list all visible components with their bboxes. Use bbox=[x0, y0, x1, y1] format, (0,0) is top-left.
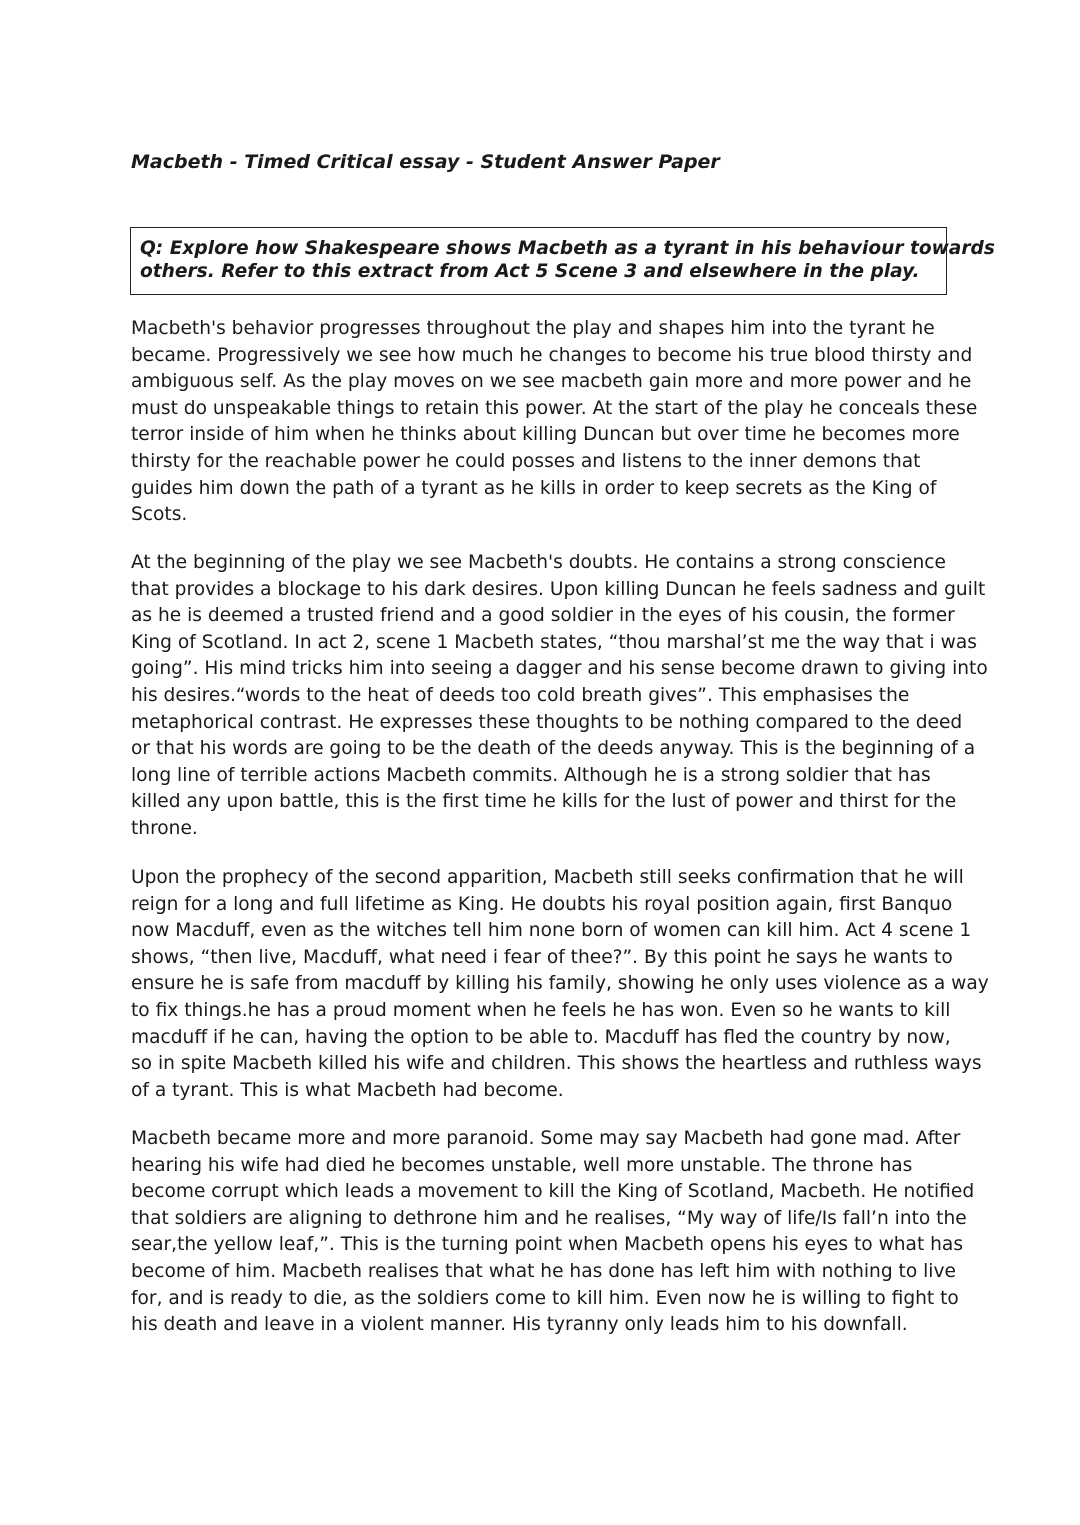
paragraph-line: that provides a blockage to his dark desires. Upon killing Duncan he feels sadness and guilt bbox=[131, 578, 986, 600]
paragraph-line: must do unspeakable things to retain this power. At the start of the play he conceals these bbox=[131, 397, 978, 419]
paragraph-line: became. Progressively we see how much he changes to become his true blood thirsty and bbox=[131, 344, 973, 366]
paragraph-line: macduff if he can, having the option to be able to. Macduff has fled the country by now, bbox=[131, 1026, 951, 1048]
paragraph-line: King of Scotland. In act 2, scene 1 Macbeth states, “thou marshal’st me the way that i was bbox=[131, 631, 977, 653]
paragraph-line: of a tyrant. This is what Macbeth had become. bbox=[131, 1079, 564, 1101]
paragraph-line: sear,the yellow leaf,”. This is the turning point when Macbeth opens his eyes to what has bbox=[131, 1234, 964, 1256]
paragraph-line: throne. bbox=[131, 817, 198, 839]
paragraph-line: Scots. bbox=[131, 504, 188, 526]
paragraph-line: that soldiers are aligning to dethrone him and he realises, “My way of life/Is fall’n into the bbox=[131, 1207, 967, 1229]
paragraph-line: ambiguous self. As the play moves on we see macbeth gain more and more power and he bbox=[131, 371, 972, 393]
question-line: Q: Explore how Shakespeare shows Macbeth as a tyrant in his behaviour towards bbox=[140, 238, 995, 259]
paragraph-line: his desires.“words to the heat of deeds too cold breath gives”. This emphasises the bbox=[131, 684, 910, 706]
essay-paragraph-3 bbox=[131, 865, 989, 1104]
paragraph-line: killed any upon battle, this is the first time he kills for the lust of power and thirst for the bbox=[131, 791, 957, 813]
paragraph-line: metaphorical contrast. He expresses these thoughts to be nothing compared to the deed bbox=[131, 711, 963, 733]
paragraph-line: Upon the prophecy of the second apparition, Macbeth still seeks confirmation that he will bbox=[131, 867, 964, 888]
paragraph-line: become of him. Macbeth realises that what he has done has left him with nothing to live bbox=[131, 1260, 956, 1282]
paragraph-line: ensure he is safe from macduff by killing his family, showing he only uses violence as a way bbox=[131, 973, 989, 995]
paragraph-line: become corrupt which leads a movement to kill the King of Scotland, Macbeth. He notified bbox=[131, 1181, 975, 1203]
paragraph-line: to fix things.he has a proud moment when he feels he has won. Even so he wants to kill bbox=[131, 999, 951, 1021]
paragraph-line: guides him down the path of a tyrant as he kills in order to keep secrets as the King of bbox=[131, 477, 937, 499]
paragraph-line: his death and leave in a violent manner. His tyranny only leads him to his downfall. bbox=[131, 1314, 908, 1336]
paragraph-line: Macbeth's behavior progresses throughout the play and shapes him into the tyrant he bbox=[131, 318, 935, 339]
paragraph-line: thirsty for the reachable power he could posses and listens to the inner demons that bbox=[131, 450, 921, 472]
paragraph-line: reign for a long and full lifetime as King. He doubts his royal position again, first Banquo bbox=[131, 893, 953, 915]
paragraph-line: so in spite Macbeth killed his wife and children. This shows the heartless and ruthless ways bbox=[131, 1053, 982, 1075]
paragraph-line: Macbeth became more and more paranoid. Some may say Macbeth had gone mad. After bbox=[131, 1128, 961, 1149]
paragraph-line: or that his words are going to be the death of the deeds anyway. This is the beginning of a bbox=[131, 738, 976, 760]
paragraph-line: terror inside of him when he thinks about killing Duncan but over time he becomes more bbox=[131, 424, 960, 446]
paragraph-line: long line of terrible actions Macbeth commits. Although he is a strong soldier that has bbox=[131, 764, 931, 786]
paragraph-line: going”. His mind tricks him into seeing a dagger and his sense become drawn to giving into bbox=[131, 658, 988, 680]
paragraph-line: for, and is ready to die, as the soldiers come to kill him. Even now he is willing to fight to bbox=[131, 1287, 959, 1309]
page-title: Macbeth - Timed Critical essay - Student Answer Paper bbox=[131, 151, 720, 173]
essay-paragraph-intro bbox=[131, 316, 977, 529]
paragraph-line: hearing his wife had died he becomes unstable, well more unstable. The throne has bbox=[131, 1154, 913, 1176]
question-line: others. Refer to this extract from Act 5 Scene 3 and elsewhere in the play. bbox=[140, 261, 920, 282]
paragraph-line: now Macduff, even as the witches tell him none born of women can kill him. Act 4 scene 1 bbox=[131, 920, 972, 942]
essay-paragraph-2 bbox=[131, 550, 988, 843]
paragraph-line: shows, “then live, Macduff, what need i fear of thee?”. By this point he says he wants to bbox=[131, 946, 953, 968]
paragraph-line: At the beginning of the play we see Macbeth's doubts. He contains a strong conscience bbox=[131, 552, 946, 573]
paragraph-line: as he is deemed a trusted friend and a good soldier in the eyes of his cousin, the former bbox=[131, 605, 955, 627]
essay-paragraph-4 bbox=[131, 1126, 974, 1339]
question-box bbox=[130, 227, 995, 295]
